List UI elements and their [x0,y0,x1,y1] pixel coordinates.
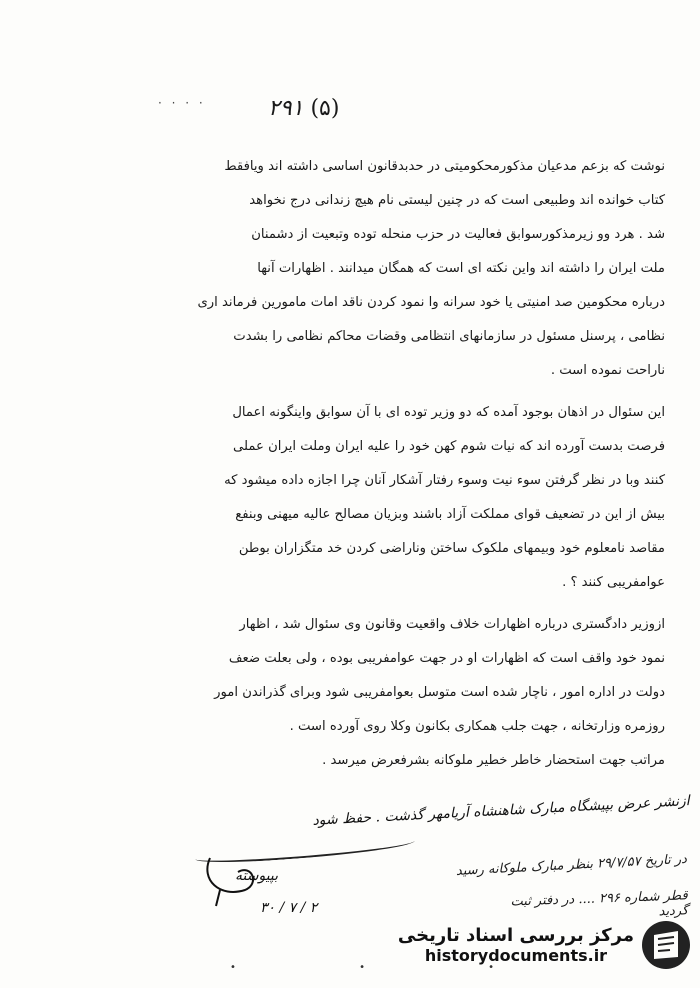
body-line: ملت ایران را داشته اند واین نکته ای است که همگان میدانند . اظهارات آنها [257,261,665,276]
body-line: نمود خود واقف است که اظهارات او در جهت عوامفریبی بوده ، ولی بعلت ضعف [228,651,665,666]
body-line: ناراحت نموده است . [550,363,665,378]
handwritten-attach-note: بپیوسته [235,868,279,884]
body-line: دولت در اداره امور ، ناچار شده است متوسل بعوامفریبی شود وبرای گذراندن امور [214,685,665,700]
body-line: مقاصد نامعلوم خود وبیمهای ملکوک ساختن وناراضی کردن خد متگزاران بوطن [238,541,665,556]
document-body [40,150,665,778]
stamp-line-2: قطر شماره ۲۹۶ .... در دفتر ثبت گردید [510,888,689,920]
page-number-block [268,96,339,121]
bottom-dots: • • • [230,962,555,973]
watermark [392,914,692,976]
body-line: روزمره وزارتخانه ، جهت جلب همکاری بکانون وکلا روی آورده است . [289,719,665,734]
watermark-text [398,925,634,965]
handwritten-date: ۳۰ / ۷ / ۲ [260,900,318,916]
body-line: این سئوال در اذهان بوجود آمده که دو وزیر توده ای با آن سوابق واینگونه اعمال [232,405,665,420]
body-line: شد . هرد وو زیرمذکورسوابق فعالیت در حزب منحله توده وتبعیت از دشمنان [251,227,665,242]
body-line: ازوزیر دادگستری درباره اظهارات خلاف واقعیت وقانون وی سئوال شد ، اظهار [239,617,665,632]
body-line: کتاب خوانده اند وطبیعی است که در چنین لیستی نام هیچ زندانی درج نخواهد [249,193,665,208]
stamp-line-1: در تاریخ ۲۹/۷/۵۷ بنظر مبارک ملوکانه رسید [455,851,688,879]
watermark-title: مرکز بررسی اسناد تاریخی [397,925,634,946]
top-dots: · · · · [158,96,206,110]
body-line: مراتب جهت استحضار خاطر خطیر ملوکانه بشرفعرض میرسد . [322,753,665,768]
handwritten-royal-note: ازنشر عرض بپیشگاه مبارک شاهنشاه آریامهر گذشت . حفظ شود [312,793,691,829]
watermark-url: historydocuments.ir [424,946,608,965]
paragraph-gap [40,600,665,608]
handwritten-number: ۲۹۱ [268,96,304,121]
body-line: نظامی ، پرسنل مسئول در سازمانهای انتظامی وقضات محاکم نظامی را بشدت [233,329,665,344]
body-line: کنند وبا در نظر گرفتن سوء نیت وسوء رفتار آشکار آنان چرا اجازه داده میشود که [224,473,665,488]
paragraph-gap [40,388,665,396]
body-line: نوشت که بزعم مدعیان مذکورمحکومیتی در حدبدقانون اساسی داشته اند ویافقط [224,159,665,174]
page-number: (۵) [310,96,340,121]
body-line: فرصت بدست آورده اند که نیات شوم کهن خود را علیه ایران وملت ایران عملی [233,439,665,454]
archive-logo-icon [640,919,692,971]
body-line: عوامفریبی کنند ؟ . [562,575,665,590]
body-line: بیش از این در تضعیف قوای مملکت آزاد باشند وبزیان مصالح عالیه میهنی وبنفع [235,507,665,522]
body-line: درباره محکومین صد امنیتی یا خود سرانه وا نمود کردن ناقد امات مامورین فرماند اری [197,295,665,310]
